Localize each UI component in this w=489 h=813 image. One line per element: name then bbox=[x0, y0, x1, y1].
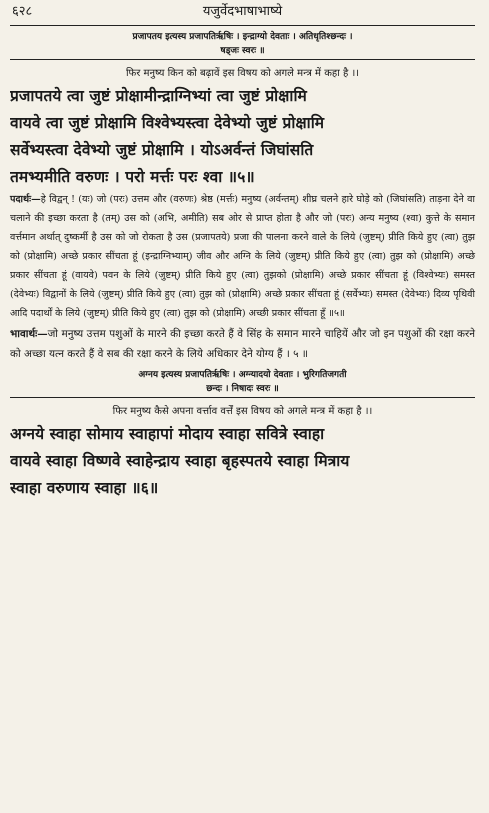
bhavartha-label: भावार्थः— bbox=[10, 328, 48, 340]
page-title: यजुर्वेदभाषाभाष्ये bbox=[202, 4, 283, 19]
svara-line: षड्जः स्वरः ॥ bbox=[220, 46, 265, 56]
section-rule bbox=[10, 59, 475, 60]
section-rule bbox=[10, 397, 475, 398]
page-number: ६२८ bbox=[12, 4, 33, 19]
mantra-line: वायवे स्वाहा विष्णवे स्वाहेन्द्राय स्वाहा बृहस्पतये स्वाहा मित्राय bbox=[10, 451, 350, 470]
mantra-block bbox=[10, 82, 475, 190]
rishi-devata-line: प्रजापतय इत्यस्य प्रजापतिर्ऋषिः । इन्द्राग्यो देवताः । अतिधृतिश्छन्दः । bbox=[132, 32, 353, 42]
mantra-line: अग्नये स्वाहा सोमाय स्वाहापां मोदाय स्वाहा सवित्रे स्वाहा bbox=[10, 424, 325, 443]
rishi-devata-line: अग्नय इत्यस्य प्रजापतिर्ऋषिः । अग्न्यादयो देवताः । भुरिगतिजगती bbox=[138, 370, 347, 380]
mantra-line: प्रजापतये त्वा जुष्टं प्रोक्षामीन्द्राग्निभ्यां त्वा जुष्टं प्रोक्षामि bbox=[10, 86, 307, 105]
mantra-intro: फिर मनुष्य कैसे अपना वर्त्ताव वर्त्तें इस विषय को अगले मन्त्र में कहा है ।। bbox=[112, 406, 373, 417]
mantra-block bbox=[10, 420, 475, 501]
svara-line: छन्दः । निषादः स्वरः ॥ bbox=[206, 384, 279, 394]
mantra-intro: फिर मनुष्य किन को बढ़ावें इस विषय को अगले मन्त्र में कहा है ।। bbox=[125, 68, 360, 79]
padartha-text: हे विद्वन् ! (यः) जो (परः) उत्तम और (वरुणः) श्रेष्ठ (मर्त्तः) मनुष्य (अर्वन्तम्) शीघ्र चलने हारे घोड़े को (जिघांसति) ताड़ना देने वा चलाने की इच्छा करता है (तम्) उस को (अभि, अमीति) सब ओर से प्राप्त होता है और जो (परः) अन्य मनुष्य (श्वा) कुत्ते के समान वर्त्तमान अर्थात् दुष्कर्मी है उस को जो रोकता है उस (प्रजापतये) प्रजा की पालना करने वाले के लिये (जुष्टम्) प्रीति किये हुए (त्वा) तुझ को (प्रोक्षामि) अच्छे प्रकार सींचता हूं (इन्द्राग्निभ्याम्) जीव और अग्नि के लिये (जुष्टम्) प्रीति किये हुए (त्वा) तुझ को (प्रोक्षामि) अच्छे प्रकार सींचता हूं (वायवे) पवन के लिये (जुष्टम्) प्रीति किये हुए (त्वा) तुझको (प्रोक्षामि) अच्छे प्रकार सींचता हूं (विश्वेभ्यः) समस्त (देवेभ्यः) विद्वानों के लिये (जुष्टम्) प्रीति किये हुए (त्वा) तुझ को (प्रोक्षामि) अच्छे प्रकार सींचता हूं (सर्वेभ्यः) समस्त (देवेभ्यः) दिव्य पृथिवी आदि पदार्थों के लिये (जुष्टम्) प्रीति किये हुए (त्वा) तुझ को (प्रोक्षामि) अच्छी प्रकार सींचता हूँ ॥५॥ bbox=[10, 194, 475, 319]
mantra-line: स्वाहा वरुणाय स्वाहा ॥६॥ bbox=[10, 478, 159, 497]
mantra-line: सर्वेभ्यस्त्वा देवेभ्यो जुष्टं प्रोक्षामि । योऽअर्वन्तं जिघांसति bbox=[10, 140, 314, 159]
header-rule bbox=[10, 25, 475, 26]
page-header bbox=[10, 0, 475, 24]
padartha-label: पदार्थः— bbox=[10, 194, 41, 205]
mantra-line: तमभ्यमीति वरुणः । परो मर्त्तः परः श्वा ॥५॥ bbox=[10, 167, 255, 186]
mantra-line: वायवे त्वा जुष्टं प्रोक्षामि विश्वेभ्यस्त्वा देवेभ्यो जुष्टं प्रोक्षामि bbox=[10, 113, 325, 132]
bhavartha-paragraph bbox=[10, 324, 475, 364]
padartha-paragraph bbox=[10, 190, 475, 323]
bhavartha-text: जो मनुष्य उत्तम पशुओं के मारने की इच्छा करते हैं वे सिंह के समान मारने चाहियें और जो इन पशुओं की रक्षा करने को अच्छा यत्न करते हैं वे सब की रक्षा करने के लिये अधिकार देने योग्य हैं । ५ ॥ bbox=[10, 328, 475, 360]
